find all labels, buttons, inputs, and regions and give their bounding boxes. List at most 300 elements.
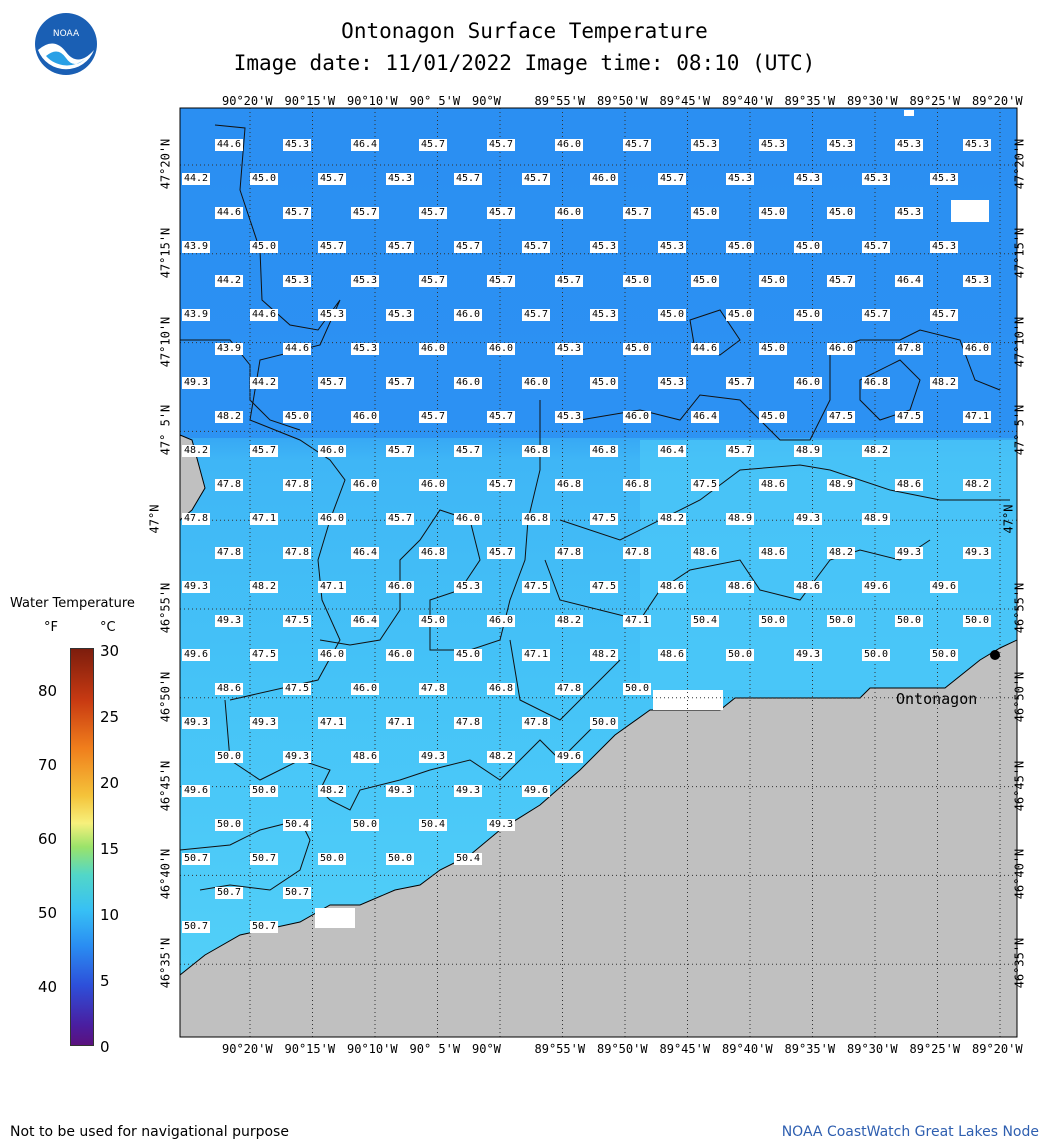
lon-label: 90°15'W <box>284 94 336 108</box>
map-subtitle: Image date: 11/01/2022 Image time: 08:10 (UTC) <box>233 51 816 75</box>
lon-label: 90° 5'W <box>409 94 461 108</box>
logo-text: NOAA <box>52 29 80 39</box>
temperature-label: 47.8 <box>557 683 582 694</box>
temperature-label: 45.0 <box>693 207 718 218</box>
temperature-label: 47.5 <box>693 479 718 490</box>
temperature-label: 45.0 <box>796 241 821 252</box>
temperature-label: 49.3 <box>456 785 481 796</box>
temperature-label: 47.5 <box>592 581 617 592</box>
lat-label: 47° 5'N <box>158 405 173 456</box>
temperature-label: 45.7 <box>829 275 854 286</box>
temperature-label: 45.7 <box>320 241 345 252</box>
temperature-label: 45.3 <box>864 173 889 184</box>
temperature-label: 48.2 <box>932 377 957 388</box>
temperature-label: 45.3 <box>965 275 990 286</box>
lon-label: 89°55'W <box>534 1042 586 1056</box>
footer-disclaimer: Not to be used for navigational purpose <box>10 1124 289 1140</box>
temperature-label: 44.6 <box>217 139 242 150</box>
lon-label: 90°20'W <box>222 94 273 108</box>
temperature-label: 45.0 <box>456 649 481 660</box>
lat-label: 47°10'N <box>158 316 173 367</box>
temperature-label: 46.0 <box>557 139 582 150</box>
temperature-label: 49.3 <box>388 785 413 796</box>
temperature-label: 45.7 <box>524 309 549 320</box>
legend-title: Water Temperature <box>10 596 135 611</box>
temperature-label: 48.6 <box>660 581 685 592</box>
temperature-label: 47.5 <box>592 513 617 524</box>
temperature-label: 45.3 <box>557 343 582 354</box>
temperature-label: 45.3 <box>932 241 957 252</box>
lat-label: 46°40'N <box>1012 849 1027 900</box>
temperature-label: 45.7 <box>421 207 446 218</box>
lon-label: 90°W <box>472 1042 501 1056</box>
temperature-label: 49.3 <box>184 717 209 728</box>
temperature-label: 45.7 <box>524 173 549 184</box>
temperature-label: 45.3 <box>388 173 413 184</box>
temperature-label: 48.6 <box>897 479 922 490</box>
temperature-label: 46.0 <box>524 377 549 388</box>
legend-f-tick: 80 <box>38 682 58 700</box>
temperature-label: 43.9 <box>184 241 209 252</box>
temperature-label: 45.7 <box>285 207 310 218</box>
temperature-label: 48.2 <box>557 615 582 626</box>
lat-label: 47°20'N <box>1012 138 1027 190</box>
temperature-label: 45.0 <box>728 241 753 252</box>
temperature-label: 45.3 <box>660 377 685 388</box>
legend-f-tick: 50 <box>38 904 58 922</box>
temperature-label: 48.2 <box>965 479 990 490</box>
temperature-label: 47.5 <box>252 649 277 660</box>
temperature-label: 49.3 <box>796 513 821 524</box>
temperature-label: 49.6 <box>184 649 209 660</box>
lat-label: 47°15'N <box>1012 227 1027 279</box>
temperature-label: 49.3 <box>489 819 514 830</box>
temperature-label: 50.7 <box>252 921 277 932</box>
temperature-label: 45.3 <box>285 139 310 150</box>
temperature-label: 46.0 <box>456 309 481 320</box>
temperature-label: 45.7 <box>489 411 514 422</box>
temperature-label: 46.0 <box>320 445 345 456</box>
temperature-label: 45.0 <box>761 411 786 422</box>
lon-label: 90°20'W <box>222 1042 273 1056</box>
temperature-label: 45.7 <box>728 445 753 456</box>
temperature-label: 45.0 <box>625 343 650 354</box>
temperature-label: 47.1 <box>625 615 650 626</box>
legend-unit-f: °F <box>44 620 58 635</box>
lon-label: 89°55'W <box>534 94 586 108</box>
temperature-label: 48.6 <box>761 479 786 490</box>
temperature-label: 44.2 <box>252 377 277 388</box>
temperature-label: 45.3 <box>796 173 821 184</box>
temperature-label: 49.6 <box>184 785 209 796</box>
temperature-label: 47.8 <box>524 717 549 728</box>
temperature-label: 45.0 <box>625 275 650 286</box>
temperature-label: 48.2 <box>252 581 277 592</box>
lon-label: 90°10'W <box>347 1042 398 1056</box>
lon-label: 90°10'W <box>347 94 398 108</box>
temperature-label: 45.0 <box>728 309 753 320</box>
temperature-label: 45.7 <box>388 445 413 456</box>
temperature-label: 46.0 <box>353 479 378 490</box>
temperature-label: 45.3 <box>353 343 378 354</box>
lat-label: 47°20'N <box>158 138 173 190</box>
temperature-label: 45.7 <box>388 377 413 388</box>
temperature-label: 50.7 <box>285 887 310 898</box>
temperature-label: 45.0 <box>252 173 277 184</box>
temperature-label: 46.0 <box>557 207 582 218</box>
temperature-label: 48.9 <box>796 445 821 456</box>
temperature-label: 46.0 <box>625 411 650 422</box>
temperature-label: 46.0 <box>965 343 990 354</box>
lon-label: 89°40'W <box>722 94 773 108</box>
legend-unit-c: °C <box>100 620 116 635</box>
temperature-label: 48.9 <box>728 513 753 524</box>
temperature-label: 46.0 <box>353 411 378 422</box>
temperature-label: 44.6 <box>693 343 718 354</box>
temperature-label: 46.4 <box>353 615 378 626</box>
temperature-label: 46.0 <box>388 581 413 592</box>
temperature-label: 48.2 <box>320 785 345 796</box>
temperature-label: 47.5 <box>285 683 310 694</box>
temperature-label: 46.8 <box>592 445 617 456</box>
lon-label: 89°45'W <box>659 1042 711 1056</box>
temperature-label: 45.7 <box>728 377 753 388</box>
temperature-label: 45.7 <box>252 445 277 456</box>
temperature-label: 46.0 <box>320 513 345 524</box>
temperature-label: 45.0 <box>252 241 277 252</box>
temperature-label: 44.2 <box>217 275 242 286</box>
lon-label: 90°15'W <box>284 1042 336 1056</box>
temperature-label: 46.0 <box>421 479 446 490</box>
temperature-label: 48.6 <box>796 581 821 592</box>
lat-label: 46°45'N <box>158 760 173 811</box>
temperature-label: 45.0 <box>285 411 310 422</box>
lat-label: 46°45'N <box>1012 760 1027 811</box>
legend-c-tick: 20 <box>100 774 120 792</box>
temperature-label: 45.7 <box>320 173 345 184</box>
temperature-label: 45.0 <box>660 309 685 320</box>
temperature-label: 48.6 <box>728 581 753 592</box>
temperature-label: 47.1 <box>965 411 990 422</box>
temperature-label: 46.0 <box>489 343 514 354</box>
temperature-label: 45.7 <box>489 139 514 150</box>
lat-label: 46°50'N <box>158 671 173 723</box>
temperature-label: 46.0 <box>829 343 854 354</box>
temperature-label: 46.0 <box>796 377 821 388</box>
temperature-label: 48.9 <box>864 513 889 524</box>
temperature-label: 47.8 <box>285 547 310 558</box>
temperature-label: 48.6 <box>353 751 378 762</box>
lat-label: 46°40'N <box>158 849 173 900</box>
temperature-label: 47.1 <box>252 513 277 524</box>
temperature-label: 45.3 <box>693 139 718 150</box>
temperature-label: 45.3 <box>592 241 617 252</box>
temperature-label: 46.4 <box>353 139 378 150</box>
temperature-label: 47.1 <box>524 649 549 660</box>
temperature-label: 49.6 <box>864 581 889 592</box>
legend-f-tick: 70 <box>38 756 58 774</box>
temperature-label: 47.8 <box>285 479 310 490</box>
lon-label: 89°20'W <box>972 1042 1023 1056</box>
temperature-label: 47.5 <box>524 581 549 592</box>
temperature-label: 50.7 <box>184 921 209 932</box>
temperature-label: 45.3 <box>557 411 582 422</box>
temperature-label: 45.3 <box>660 241 685 252</box>
temperature-label: 45.7 <box>388 513 413 524</box>
legend-c-tick: 5 <box>100 972 110 990</box>
temperature-label: 45.3 <box>932 173 957 184</box>
temperature-label: 43.9 <box>184 309 209 320</box>
temperature-label: 50.0 <box>252 785 277 796</box>
temperature-label: 45.0 <box>796 309 821 320</box>
temperature-label: 45.7 <box>421 275 446 286</box>
temperature-label: 47.1 <box>388 717 413 728</box>
legend-c-tick: 10 <box>100 906 120 924</box>
place-label-ontonagon: Ontonagon <box>896 690 978 708</box>
temperature-label: 48.2 <box>660 513 685 524</box>
lat-label: 47°N <box>147 504 162 534</box>
temperature-label: 47.1 <box>320 717 345 728</box>
temperature-label: 47.8 <box>557 547 582 558</box>
temperature-label: 45.3 <box>285 275 310 286</box>
temperature-label: 47.8 <box>184 513 209 524</box>
temperature-label: 46.0 <box>320 649 345 660</box>
lat-label: 47°N <box>1001 504 1016 534</box>
lat-label: 46°35'N <box>158 937 173 989</box>
temperature-label: 45.0 <box>421 615 446 626</box>
temperature-label: 45.7 <box>353 207 378 218</box>
temperature-label: 44.6 <box>285 343 310 354</box>
lat-label: 46°55'N <box>158 582 173 634</box>
lon-label: 89°45'W <box>659 94 711 108</box>
temperature-label: 45.7 <box>456 445 481 456</box>
temperature-label: 48.2 <box>864 445 889 456</box>
temperature-label: 47.8 <box>217 479 242 490</box>
legend-c-tick: 30 <box>100 642 120 660</box>
temperature-label: 50.0 <box>965 615 990 626</box>
lon-label: 89°25'W <box>909 94 961 108</box>
lon-label: 90°W <box>472 94 501 108</box>
temperature-label: 50.7 <box>184 853 209 864</box>
temperature-label: 47.8 <box>625 547 650 558</box>
temperature-label: 45.0 <box>693 275 718 286</box>
temperature-label: 48.2 <box>489 751 514 762</box>
temperature-label: 48.9 <box>829 479 854 490</box>
temperature-label: 45.7 <box>625 207 650 218</box>
temperature-label: 46.4 <box>660 445 685 456</box>
temperature-label: 47.8 <box>217 547 242 558</box>
temperature-label: 45.7 <box>320 377 345 388</box>
temperature-label: 49.3 <box>421 751 446 762</box>
temperature-label: 45.3 <box>897 139 922 150</box>
temperature-label: 45.7 <box>557 275 582 286</box>
lat-label: 47°15'N <box>158 227 173 279</box>
temperature-label: 49.3 <box>897 547 922 558</box>
ontonagon-station-dot <box>990 650 1000 660</box>
no-data-patch <box>951 200 989 222</box>
lon-label: 89°35'W <box>784 1042 836 1056</box>
temperature-label: 45.7 <box>864 241 889 252</box>
temperature-label: 46.8 <box>557 479 582 490</box>
temperature-label: 45.7 <box>489 479 514 490</box>
temperature-label: 45.7 <box>524 241 549 252</box>
temperature-label: 43.9 <box>217 343 242 354</box>
temperature-label: 45.3 <box>829 139 854 150</box>
temperature-label: 45.3 <box>897 207 922 218</box>
temperature-label: 46.0 <box>489 615 514 626</box>
temperature-label: 49.3 <box>965 547 990 558</box>
temperature-label: 45.7 <box>388 241 413 252</box>
lat-label: 47°10'N <box>1012 316 1027 367</box>
legend-c-tick: 0 <box>100 1038 110 1056</box>
temperature-label: 48.2 <box>829 547 854 558</box>
temperature-label: 45.7 <box>421 411 446 422</box>
temperature-label: 50.0 <box>217 819 242 830</box>
temperature-label: 45.3 <box>728 173 753 184</box>
temperature-label: 49.3 <box>184 581 209 592</box>
temperature-label: 50.4 <box>285 819 310 830</box>
temperature-label: 49.6 <box>557 751 582 762</box>
temperature-label: 46.4 <box>693 411 718 422</box>
temperature-label: 46.8 <box>524 513 549 524</box>
temperature-label: 46.4 <box>353 547 378 558</box>
temperature-label: 50.0 <box>761 615 786 626</box>
legend-c-tick: 15 <box>100 840 120 858</box>
temperature-label: 49.3 <box>285 751 310 762</box>
temperature-label: 45.3 <box>456 581 481 592</box>
warm-water-zone <box>640 440 1017 690</box>
temperature-label: 46.4 <box>897 275 922 286</box>
temperature-label: 50.7 <box>217 887 242 898</box>
temperature-label: 48.2 <box>592 649 617 660</box>
temperature-label: 47.8 <box>897 343 922 354</box>
lon-label: 89°20'W <box>972 94 1023 108</box>
temperature-label: 47.8 <box>456 717 481 728</box>
footer-credit: NOAA CoastWatch Great Lakes Node <box>781 1124 1039 1140</box>
temperature-label: 45.7 <box>932 309 957 320</box>
temperature-label: 48.6 <box>217 683 242 694</box>
temperature-label: 48.6 <box>693 547 718 558</box>
temperature-label: 46.0 <box>388 649 413 660</box>
temperature-label: 45.0 <box>829 207 854 218</box>
temperature-label: 50.0 <box>320 853 345 864</box>
temperature-label: 44.6 <box>217 207 242 218</box>
lon-label: 89°30'W <box>847 1042 898 1056</box>
lon-label: 89°35'W <box>784 94 836 108</box>
temperature-label: 50.0 <box>388 853 413 864</box>
no-data-patch <box>315 908 355 928</box>
temperature-label: 49.3 <box>217 615 242 626</box>
temperature-label: 49.6 <box>932 581 957 592</box>
temperature-label: 46.0 <box>456 513 481 524</box>
temperature-label: 46.0 <box>421 343 446 354</box>
temperature-label: 50.0 <box>217 751 242 762</box>
lon-label: 89°25'W <box>909 1042 961 1056</box>
temperature-label: 50.7 <box>252 853 277 864</box>
temperature-label: 44.6 <box>252 309 277 320</box>
temperature-label: 50.4 <box>421 819 446 830</box>
lon-label: 89°50'W <box>597 1042 648 1056</box>
temperature-label: 46.8 <box>625 479 650 490</box>
temperature-label: 45.3 <box>592 309 617 320</box>
temperature-label: 50.0 <box>932 649 957 660</box>
temperature-label: 45.7 <box>456 241 481 252</box>
temperature-label: 45.7 <box>864 309 889 320</box>
lat-label: 47° 5'N <box>1012 405 1027 456</box>
legend-f-tick: 60 <box>38 830 58 848</box>
temperature-label: 45.0 <box>761 275 786 286</box>
temperature-label: 45.7 <box>489 547 514 558</box>
temperature-label: 47.8 <box>421 683 446 694</box>
temperature-label: 45.0 <box>761 343 786 354</box>
lon-label: 89°30'W <box>847 94 898 108</box>
lon-label: 89°50'W <box>597 94 648 108</box>
temperature-label: 50.0 <box>625 683 650 694</box>
temperature-label: 50.4 <box>693 615 718 626</box>
lon-label: 89°40'W <box>722 1042 773 1056</box>
temperature-label: 46.8 <box>524 445 549 456</box>
legend-colorbar <box>70 648 94 1046</box>
temperature-label: 49.6 <box>524 785 549 796</box>
temperature-label: 45.0 <box>761 207 786 218</box>
lat-label: 46°55'N <box>1012 582 1027 634</box>
temperature-label: 49.3 <box>796 649 821 660</box>
temperature-label: 46.8 <box>489 683 514 694</box>
temperature-label: 48.6 <box>761 547 786 558</box>
temperature-label: 47.5 <box>897 411 922 422</box>
temperature-label: 45.3 <box>965 139 990 150</box>
temperature-label: 45.3 <box>353 275 378 286</box>
temperature-label: 50.0 <box>592 717 617 728</box>
temperature-label: 47.1 <box>320 581 345 592</box>
temperature-label: 50.0 <box>897 615 922 626</box>
temperature-label: 45.7 <box>489 207 514 218</box>
temperature-label: 46.0 <box>592 173 617 184</box>
temperature-label: 45.7 <box>456 173 481 184</box>
temperature-label: 45.7 <box>660 173 685 184</box>
temperature-label: 47.5 <box>285 615 310 626</box>
no-data-patch <box>904 110 914 116</box>
temperature-label: 46.8 <box>864 377 889 388</box>
temperature-label: 46.0 <box>353 683 378 694</box>
temperature-label: 44.2 <box>184 173 209 184</box>
temperature-label: 46.8 <box>421 547 446 558</box>
temperature-label: 45.7 <box>625 139 650 150</box>
temperature-label: 45.3 <box>388 309 413 320</box>
temperature-label: 48.2 <box>217 411 242 422</box>
legend-f-tick: 40 <box>38 978 58 996</box>
temperature-label: 50.0 <box>728 649 753 660</box>
lat-label: 46°35'N <box>1012 937 1027 989</box>
temperature-label: 50.4 <box>456 853 481 864</box>
temperature-label: 45.3 <box>761 139 786 150</box>
temperature-label: 50.0 <box>353 819 378 830</box>
legend-c-tick: 25 <box>100 708 120 726</box>
lat-label: 46°50'N <box>1012 671 1027 723</box>
temperature-label: 45.3 <box>320 309 345 320</box>
lon-label: 90° 5'W <box>409 1042 461 1056</box>
temperature-label: 45.7 <box>489 275 514 286</box>
temperature-label: 48.6 <box>660 649 685 660</box>
temperature-label: 49.3 <box>184 377 209 388</box>
temperature-label: 49.3 <box>252 717 277 728</box>
temperature-label: 50.0 <box>829 615 854 626</box>
temperature-label: 46.0 <box>456 377 481 388</box>
temperature-label: 45.0 <box>592 377 617 388</box>
temperature-label: 45.7 <box>421 139 446 150</box>
temperature-label: 47.5 <box>829 411 854 422</box>
map-title: Ontonagon Surface Temperature <box>341 19 708 43</box>
